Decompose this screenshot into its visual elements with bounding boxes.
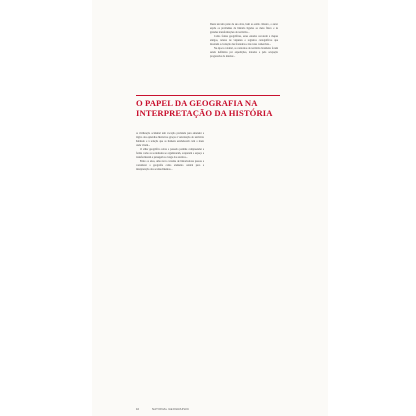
- article-title: O PAPEL DA GEOGRAFIA NA INTERPRETAÇÃO DA HISTÓRIA: [136, 98, 273, 118]
- paragraph: Como fontes geográficas, estes estudos recorrem a mapas antigos, relatos de viajantes e registros cartográficos que mostram a evolução das fronteiras e das rotas comerciais...: [210, 35, 278, 46]
- paragraph: Entre os anos, uma nova corrente de historiadores passou a considerar a geografia como elemento central para a interpretação dos acontecimentos...: [136, 160, 204, 171]
- paragraph: Desta terceira parte de sua obra, bem ao estilo clássico, o autor expõe os problemas da história ligados ao meio físico e às grandes transformações do território...: [210, 23, 278, 34]
- paragraph: O olhar geográfico sobre o passado permite compreender a forma como as sociedades se organizaram, ocuparam o espaço e transformaram a paisagem ao longo dos séculos...: [136, 148, 204, 159]
- article-column-right: [210, 23, 278, 378]
- running-title: NATIONAL GEOGRAPHIC: [152, 407, 190, 411]
- paragraph: A civilização ocidental tem vocação profunda para entender a lógica dos episódios históricos graças à valorização do território habitado e à relação que os homens estabelecem com o meio onde vivem...: [136, 132, 204, 147]
- page-number: 10: [136, 407, 140, 411]
- article-column-left: [136, 132, 204, 378]
- page-footer: [136, 407, 286, 411]
- paragraph: Na época colonial, os contornos do território brasileiro foram sendo definidos por expedições, tratados e pela ocupação progressiva do interior...: [210, 47, 278, 58]
